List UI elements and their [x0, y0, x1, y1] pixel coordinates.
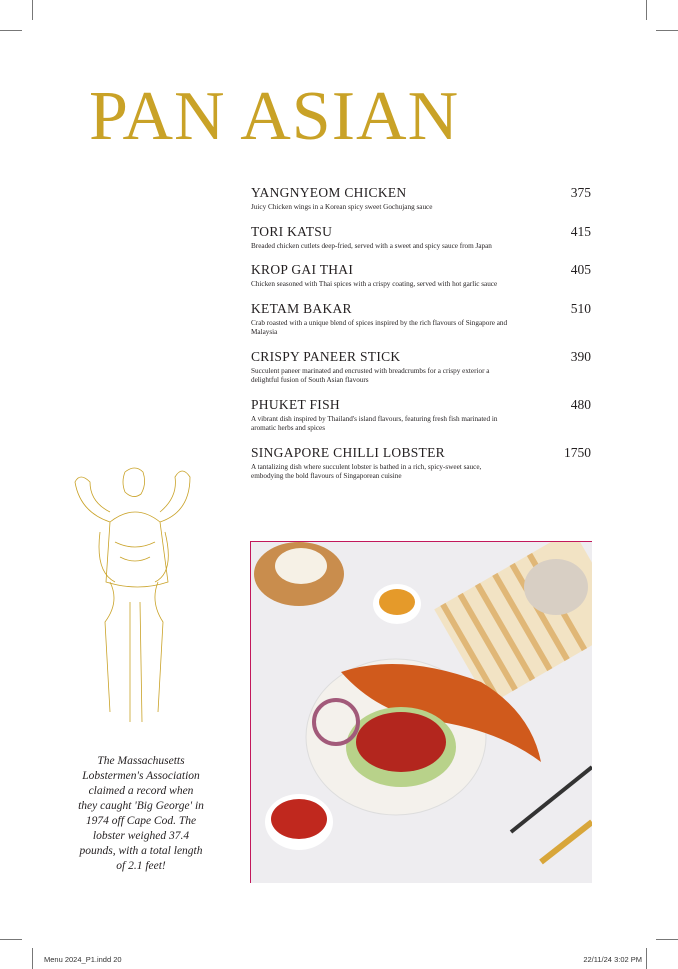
- item-name: TORI KATSU: [251, 223, 333, 239]
- menu-item: [251, 445, 591, 482]
- item-name: SINGAPORE CHILLI LOBSTER: [251, 444, 445, 460]
- item-price: 405: [570, 262, 591, 277]
- crop-mark: [656, 30, 678, 31]
- page-title: PAN ASIAN: [89, 78, 460, 155]
- item-name: CRISPY PANEER STICK: [251, 348, 401, 364]
- menu-item: [251, 349, 591, 386]
- menu-item: [251, 224, 591, 252]
- footer-timestamp: 22/11/24 3:02 PM: [583, 955, 642, 964]
- crop-mark: [0, 939, 22, 940]
- item-description: Succulent paneer marinated and encrusted with breadcrumbs for a crispy exterior a delightful fusion of South Asian flavours: [251, 366, 490, 384]
- item-description: A vibrant dish inspired by Thailand's island flavours, featuring fresh fish marinated in aromatic herbs and spices: [251, 414, 498, 432]
- item-name: KETAM BAKAR: [251, 300, 352, 316]
- menu-item: [251, 397, 591, 434]
- item-price: 375: [570, 185, 591, 200]
- lobsterman-illustration: [70, 462, 200, 737]
- item-description: Chicken seasoned with Thai spices with a crispy coating, served with hot garlic sauce: [251, 280, 498, 288]
- item-description: Breaded chicken cutlets deep-fried, served with a sweet and spicy sauce from Japan: [251, 241, 492, 250]
- crop-mark: [32, 948, 33, 969]
- menu-item: [251, 301, 591, 338]
- crop-mark: [656, 939, 678, 940]
- menu-item: [251, 262, 591, 290]
- item-price: 390: [570, 348, 591, 364]
- item-price: 480: [570, 396, 591, 412]
- item-description: Crab roasted with a unique blend of spices inspired by the rich flavours of Singapore and Malaysia: [251, 318, 508, 336]
- menu-list: [251, 185, 591, 493]
- lobster-dish-photo: [250, 541, 592, 883]
- item-price: 415: [570, 223, 591, 239]
- item-name: YANGNYEOM CHICKEN: [251, 185, 407, 200]
- item-name: KROP GAI THAI: [251, 262, 354, 277]
- item-description: A tantalizing dish where succulent lobster is bathed in a rich, spicy-sweet sauce, embodying the bold flavours of Singaporean cuisine: [251, 462, 482, 480]
- item-price: 510: [570, 300, 591, 316]
- lobster-fact-quote: The Massachusetts Lobstermen's Association claimed a record when they caught 'Big George' in 1974 off Cape Cod. The lobster weighed 37.4 pounds, with a total length of 2.1 feet!: [78, 755, 204, 872]
- crop-mark: [646, 0, 647, 20]
- footer-file-info: Menu 2024_P1.indd 20: [44, 955, 122, 964]
- crop-mark: [0, 30, 22, 31]
- item-name: PHUKET FISH: [251, 396, 340, 412]
- item-description: Juicy Chicken wings in a Korean spicy sweet Gochujang sauce: [251, 203, 433, 211]
- menu-item: [251, 185, 591, 213]
- item-price: 1750: [564, 444, 591, 460]
- crop-mark: [32, 0, 33, 20]
- crop-mark: [646, 948, 647, 969]
